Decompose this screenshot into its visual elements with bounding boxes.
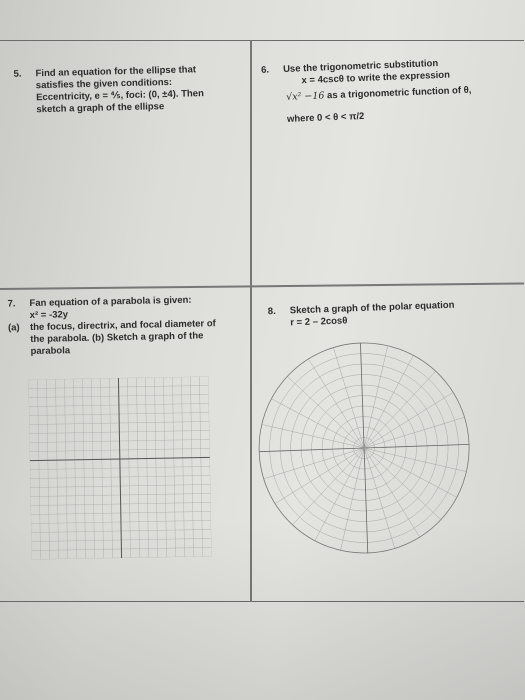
problem-number: 7. [7,298,16,310]
polar-equation: r = 2 – 2cosθ [290,315,348,329]
problem-text: Use the trigonometric substitution [282,58,439,75]
problem-5 [13,63,239,116]
polar-ray [271,396,364,452]
polar-ray [362,392,455,448]
problem-text: Fan equation of a parabola is given: [29,294,192,310]
problem-text: Find an equation for the ellipse that [35,64,197,80]
polar-ray [361,346,392,448]
polar-ray [312,448,368,541]
polar-ray [262,421,364,452]
problem-text: x = 4cscθ to write the expression [301,69,451,87]
problem-text: sketch a graph of the ellipse [36,101,165,116]
polar-ray [273,448,366,504]
problem-6 [261,55,513,127]
polar-graph-paper [248,326,481,564]
problem-text: satisfies the given conditions: [35,76,173,92]
problem-text: the parabola. (b) Sketch a graph of the [30,330,204,346]
problem-7 [7,293,248,358]
problem-number: 8. [267,305,276,318]
polar-ray [364,446,420,539]
radical-expression: √x² −16 [285,90,325,103]
parabola-equation: x² = -32y [29,309,69,322]
domain-condition: where 0 < θ < π/2 [286,110,365,125]
polar-ray [361,355,417,448]
problem-text: parabola [30,345,71,358]
column-divider [250,40,252,602]
part-a-label: (a) [7,322,20,334]
problem-text: Sketch a graph of the polar equation [289,299,455,317]
problem-text: the focus, directrix, and focal diameter of [29,318,216,334]
polar-ray [337,448,368,550]
rectangular-graph-paper [28,376,211,559]
problem-number: 6. [260,64,270,76]
polar-ray [308,357,364,450]
problem-text: as a trigonometric function of θ, [324,84,472,102]
problem-number: 5. [13,68,22,80]
problem-text: Eccentricity, e = ⅘, foci: (0, ±4). Then [36,88,204,104]
polar-ray [364,445,457,501]
polar-ray [364,444,466,475]
